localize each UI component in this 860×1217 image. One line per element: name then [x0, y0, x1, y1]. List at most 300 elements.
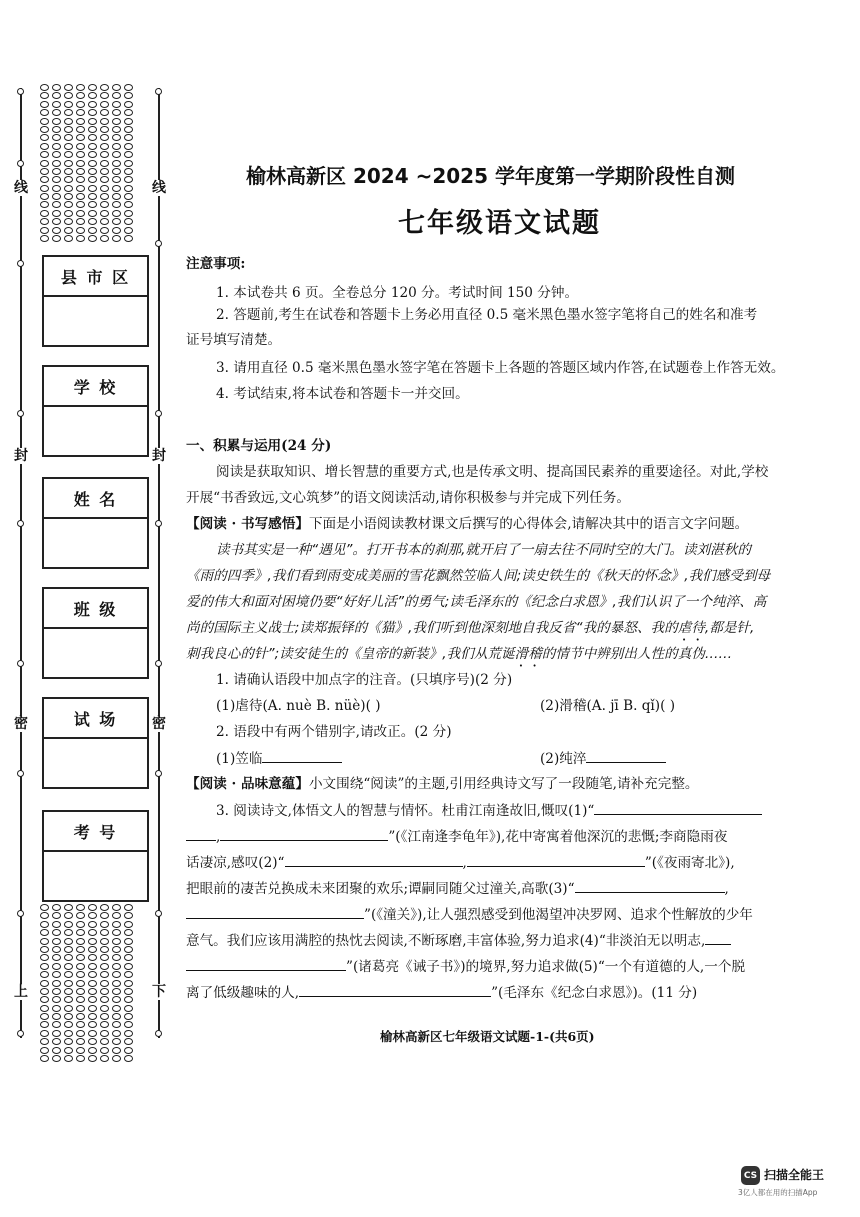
dot — [112, 1038, 121, 1045]
dot — [124, 101, 133, 108]
dot — [124, 946, 133, 953]
passage-line: 读书其实是一种“遇见”。打开书本的刹那,就开启了一扇去往不同时空的大门。读刘湛秋的 — [216, 542, 751, 558]
exam-room-field-label: 试 场 — [44, 699, 147, 739]
question-3-text: ”(诸葛亮《诫子书》)的境界,努力追求做(5)“一个有道德的人,一个脱 — [346, 959, 746, 975]
dot — [124, 938, 133, 945]
dot — [40, 118, 49, 125]
dot — [76, 126, 85, 133]
intro-text: 开展“书香致远,文心筑梦”的语文阅读活动,请你积极参与并完成下列任务。 — [186, 490, 630, 506]
question-3-text: 离了低级趣味的人, — [186, 985, 300, 1001]
answer-blank[interactable] — [705, 930, 731, 945]
dot — [52, 1013, 61, 1020]
dot — [40, 904, 49, 911]
dot — [64, 218, 73, 225]
answer-blank[interactable] — [594, 800, 762, 815]
dot — [40, 954, 49, 961]
school-field-box[interactable] — [42, 365, 149, 457]
dot — [100, 971, 109, 978]
dot — [64, 1055, 73, 1062]
answer-blank[interactable] — [285, 852, 463, 867]
dot — [64, 1047, 73, 1054]
question-3-line: 把眼前的凄苦兑换成未来团聚的欢乐;谭嗣同随父过潼关,高歌(3)“ , — [186, 878, 729, 899]
dot — [64, 980, 73, 987]
dot — [52, 938, 61, 945]
dot — [52, 1030, 61, 1037]
dot — [88, 92, 97, 99]
dot — [88, 996, 97, 1003]
dot — [112, 210, 121, 217]
passage-line — [186, 644, 732, 670]
dot — [52, 912, 61, 919]
dot — [112, 1021, 121, 1028]
task1-line — [186, 514, 748, 534]
dot — [64, 1005, 73, 1012]
dot — [100, 143, 109, 150]
dot — [52, 143, 61, 150]
dot — [40, 201, 49, 208]
dot — [64, 1021, 73, 1028]
dot — [64, 227, 73, 234]
question-3-line — [186, 956, 745, 977]
seal-line-label: 封 — [152, 448, 166, 464]
question-3-text: ”(《潼关》),让人强烈感受到他渴望冲决罗网、追求个性解放的少年 — [364, 907, 753, 923]
decorative-dot-grid — [40, 84, 136, 243]
dot — [124, 134, 133, 141]
dot — [52, 210, 61, 217]
notice-item: 1. 本试卷共 6 页。全卷总分 120 分。考试时间 150 分钟。 — [216, 285, 579, 301]
dot — [100, 210, 109, 217]
notice-item: 证号填写清楚。 — [186, 332, 282, 348]
dot — [52, 988, 61, 995]
dot — [124, 912, 133, 919]
dot — [112, 126, 121, 133]
dot — [76, 109, 85, 116]
dot — [112, 134, 121, 141]
scanner-app-name: 扫描全能王 — [764, 1168, 825, 1182]
dot — [52, 929, 61, 936]
dot — [88, 1005, 97, 1012]
dot — [52, 218, 61, 225]
dot — [64, 235, 73, 242]
dot — [40, 971, 49, 978]
dot — [112, 101, 121, 108]
dot — [76, 134, 85, 141]
dot — [40, 176, 49, 183]
section-heading: 一、积累与运用(24 分) — [186, 438, 332, 454]
dot — [112, 988, 121, 995]
dot — [76, 921, 85, 928]
dot — [100, 963, 109, 970]
notice-item: 3. 请用直径 0.5 毫米黑色墨水签字笔在答题卡上各题的答题区域内作答,在试题卷上作答无效。 — [216, 360, 785, 376]
dot — [76, 1038, 85, 1045]
dot — [112, 1047, 121, 1054]
dot — [76, 1055, 85, 1062]
question-1-part-1[interactable]: (1)虐待(A. nuè B. nüè)( ) — [216, 698, 381, 714]
dot — [124, 963, 133, 970]
dot — [100, 1038, 109, 1045]
dot — [88, 143, 97, 150]
dot — [112, 185, 121, 192]
passage-line — [186, 618, 754, 644]
dot — [100, 227, 109, 234]
dot — [124, 954, 133, 961]
passage-fragment: 刺我良心的针”;读安徒生的《皇帝的新装》,我们从荒诞 — [186, 646, 515, 662]
dot — [64, 904, 73, 911]
dot — [124, 1013, 133, 1020]
dot — [52, 963, 61, 970]
dot — [124, 1030, 133, 1037]
dot — [88, 193, 97, 200]
dot — [64, 176, 73, 183]
dot — [100, 904, 109, 911]
dot — [64, 143, 73, 150]
dot — [112, 151, 121, 158]
dot — [100, 988, 109, 995]
dot — [100, 929, 109, 936]
dot — [40, 921, 49, 928]
dot — [76, 980, 85, 987]
dot — [76, 963, 85, 970]
dot — [112, 92, 121, 99]
dot — [52, 118, 61, 125]
question-3-text: ”(《江南逢李龟年》),花中寄寓着他深沉的悲慨;李商隐雨夜 — [388, 829, 728, 845]
dot — [88, 160, 97, 167]
dot — [124, 118, 133, 125]
dot — [112, 963, 121, 970]
dot — [64, 1038, 73, 1045]
dot — [76, 151, 85, 158]
dot — [64, 201, 73, 208]
dot — [40, 92, 49, 99]
dot — [76, 160, 85, 167]
dot — [100, 954, 109, 961]
dot — [112, 160, 121, 167]
dot — [52, 109, 61, 116]
dot — [124, 193, 133, 200]
dot — [88, 201, 97, 208]
class-field-box[interactable] — [42, 587, 149, 679]
dot — [100, 151, 109, 158]
passage-fragment: 的情节中辨别出人性的真伪…… — [541, 646, 733, 662]
seal-line-label: 密 — [14, 716, 28, 732]
dot — [52, 201, 61, 208]
dot — [124, 143, 133, 150]
dot — [64, 84, 73, 91]
dot — [64, 151, 73, 158]
dot — [88, 176, 97, 183]
dot — [100, 946, 109, 953]
dot — [88, 126, 97, 133]
answer-blank[interactable] — [575, 878, 725, 893]
dot — [88, 954, 97, 961]
dot — [40, 143, 49, 150]
task1-label: 【阅读 · 书写感悟】 — [186, 516, 309, 532]
dot — [76, 996, 85, 1003]
notice-item: 4. 考试结束,将本试卷和答题卡一并交回。 — [216, 386, 469, 402]
dot — [88, 1047, 97, 1054]
answer-blank[interactable] — [467, 852, 645, 867]
dot — [52, 946, 61, 953]
dot — [76, 946, 85, 953]
dot — [124, 210, 133, 217]
dot — [40, 235, 49, 242]
dot — [88, 988, 97, 995]
dot — [124, 971, 133, 978]
dot — [40, 1038, 49, 1045]
dot — [64, 963, 73, 970]
dot — [88, 963, 97, 970]
dot — [40, 1013, 49, 1020]
dot — [100, 1055, 109, 1062]
dot — [52, 904, 61, 911]
dot — [64, 185, 73, 192]
exam-number-field-box[interactable] — [42, 810, 149, 902]
dot — [88, 235, 97, 242]
dot — [52, 126, 61, 133]
dot — [40, 988, 49, 995]
dot — [88, 101, 97, 108]
question-2-part-1-label: (1)笠临 — [216, 751, 263, 767]
seal-line-label: 封 — [14, 448, 28, 464]
dot — [112, 904, 121, 911]
dot — [112, 971, 121, 978]
question-2-part-1 — [216, 748, 342, 769]
dot — [52, 996, 61, 1003]
dot — [76, 235, 85, 242]
dot — [124, 235, 133, 242]
dot — [64, 946, 73, 953]
dot — [100, 134, 109, 141]
dot — [112, 1055, 121, 1062]
dot — [76, 227, 85, 234]
dot — [40, 938, 49, 945]
dot — [112, 176, 121, 183]
dot — [112, 996, 121, 1003]
dot — [88, 151, 97, 158]
seal-line-label: 线 — [152, 180, 166, 196]
task1-text: 下面是小语阅读教材课文后撰写的心得体会,请解决其中的语言文字问题。 — [308, 516, 749, 532]
dot — [52, 84, 61, 91]
dot — [76, 988, 85, 995]
scanner-logo-icon: CS — [741, 1166, 760, 1185]
dot — [76, 1021, 85, 1028]
dot — [52, 971, 61, 978]
dot — [124, 980, 133, 987]
dot — [64, 1030, 73, 1037]
question-3-line — [186, 982, 697, 1003]
dot — [52, 101, 61, 108]
task2-label: 【阅读 · 品味意蕴】 — [186, 776, 309, 792]
dot — [40, 1047, 49, 1054]
dot — [52, 151, 61, 158]
dot — [124, 904, 133, 911]
dot — [52, 235, 61, 242]
dot — [52, 134, 61, 141]
dot — [124, 929, 133, 936]
dot — [100, 126, 109, 133]
question-3-text: ”(毛泽东《纪念白求恩》)。(11 分) — [491, 985, 698, 1001]
seal-line-label: 下 — [152, 984, 166, 1000]
dot — [40, 185, 49, 192]
dot — [100, 921, 109, 928]
dot — [112, 201, 121, 208]
dot — [124, 996, 133, 1003]
dot — [100, 118, 109, 125]
dot — [64, 193, 73, 200]
dot — [40, 101, 49, 108]
dot — [76, 218, 85, 225]
dot — [124, 160, 133, 167]
answer-blank[interactable] — [186, 904, 364, 919]
answer-blank[interactable] — [299, 982, 491, 997]
dot — [76, 1005, 85, 1012]
dot — [124, 227, 133, 234]
dot — [52, 176, 61, 183]
dot — [100, 235, 109, 242]
dot — [76, 101, 85, 108]
dot — [52, 954, 61, 961]
dotted-word: 虐待 — [677, 620, 705, 636]
dot — [40, 160, 49, 167]
answer-blank[interactable] — [186, 826, 216, 841]
dot — [100, 938, 109, 945]
dot — [40, 980, 49, 987]
page-footer: 榆林高新区七年级语文试题-1-(共6页) — [380, 1029, 595, 1044]
dot — [88, 946, 97, 953]
dot — [40, 227, 49, 234]
dot — [124, 168, 133, 175]
dot — [40, 963, 49, 970]
dot — [76, 185, 85, 192]
dot — [124, 84, 133, 91]
dot — [76, 904, 85, 911]
dot — [76, 1030, 85, 1037]
question-2-part-2-label: (2)纯淬 — [540, 751, 587, 767]
dot — [64, 971, 73, 978]
dot — [112, 118, 121, 125]
dot — [124, 988, 133, 995]
exam-room-field-box[interactable] — [42, 697, 149, 789]
answer-blank[interactable] — [262, 748, 342, 763]
dot — [124, 1055, 133, 1062]
dot — [124, 109, 133, 116]
notice-item: 2. 答题前,考生在试卷和答题卡上务必用直径 0.5 毫米黑色墨水签字笔将自己的姓名和准考 — [216, 307, 758, 323]
dot — [88, 921, 97, 928]
dot — [88, 185, 97, 192]
answer-blank[interactable] — [186, 956, 346, 971]
dot — [76, 1047, 85, 1054]
answer-blank[interactable] — [220, 826, 388, 841]
dot — [88, 938, 97, 945]
dot — [112, 946, 121, 953]
dot — [124, 176, 133, 183]
dot — [40, 126, 49, 133]
question-2: 2. 语段中有两个错别字,请改正。(2 分) — [216, 724, 452, 740]
passage-fragment: 尚的国际主义战士;读郑振铎的《猫》,我们听到他深刻地自我反省“我的暴怒、我的 — [186, 620, 678, 636]
dot — [100, 109, 109, 116]
dot — [76, 929, 85, 936]
school-field-label: 学 校 — [44, 367, 147, 407]
dot — [124, 185, 133, 192]
decorative-dot-grid — [40, 904, 136, 1063]
dot — [76, 971, 85, 978]
dot — [76, 168, 85, 175]
dot — [52, 185, 61, 192]
question-1-part-2[interactable]: (2)滑稽(A. jī B. qǐ)( ) — [540, 698, 676, 714]
dot — [88, 210, 97, 217]
dot — [100, 168, 109, 175]
dot — [64, 954, 73, 961]
seal-line-label: 密 — [152, 716, 166, 732]
question-3-line — [186, 930, 731, 951]
county-field-box[interactable] — [42, 255, 149, 347]
question-3-text: 意气。我们应该用满腔的热忱去阅读,不断琢磨,丰富体验,努力追求(4)“非淡泊无以明志, — [186, 933, 706, 949]
name-field-box[interactable] — [42, 477, 149, 569]
dot — [52, 160, 61, 167]
dot — [88, 912, 97, 919]
dot — [100, 1013, 109, 1020]
dot — [40, 109, 49, 116]
dot — [100, 218, 109, 225]
dot — [100, 201, 109, 208]
dot — [88, 1030, 97, 1037]
dot — [64, 210, 73, 217]
dot — [112, 1013, 121, 1020]
dot — [88, 1013, 97, 1020]
dot — [124, 126, 133, 133]
exam-title: 榆林高新区 2024 ~2025 学年度第一学期阶段性自测 — [246, 164, 735, 188]
dot — [52, 193, 61, 200]
scanner-tagline: 3亿人都在用的扫描App — [738, 1188, 818, 1197]
dot — [112, 235, 121, 242]
question-3-line: 话凄凉,感叹(2)“ , ”(《夜雨寄北》), — [186, 852, 735, 873]
dot — [88, 1021, 97, 1028]
dot — [40, 912, 49, 919]
question-3-text: 话凄凉,感叹(2)“ — [186, 855, 285, 871]
dot — [100, 176, 109, 183]
dot — [112, 84, 121, 91]
dot — [112, 218, 121, 225]
dot — [76, 193, 85, 200]
dot — [40, 151, 49, 158]
dot — [40, 84, 49, 91]
question-3-text: 3. 阅读诗文,体悟文人的智慧与情怀。杜甫江南逢故旧,慨叹(1)“ — [216, 803, 595, 819]
dot — [52, 1047, 61, 1054]
dot — [40, 168, 49, 175]
dot — [112, 980, 121, 987]
dot — [112, 954, 121, 961]
dot — [52, 921, 61, 928]
dot — [64, 929, 73, 936]
dot — [64, 996, 73, 1003]
answer-blank[interactable] — [586, 748, 666, 763]
dot — [64, 109, 73, 116]
dot — [64, 160, 73, 167]
dot — [100, 1030, 109, 1037]
dot — [52, 1038, 61, 1045]
seal-line-label: 上 — [14, 984, 28, 1000]
exam-number-field-label: 考 号 — [44, 812, 147, 852]
dot — [112, 1030, 121, 1037]
dot — [100, 193, 109, 200]
dot — [124, 921, 133, 928]
dot — [40, 1021, 49, 1028]
dot — [88, 929, 97, 936]
dot — [64, 126, 73, 133]
dot — [64, 92, 73, 99]
dot — [40, 193, 49, 200]
dot — [88, 904, 97, 911]
